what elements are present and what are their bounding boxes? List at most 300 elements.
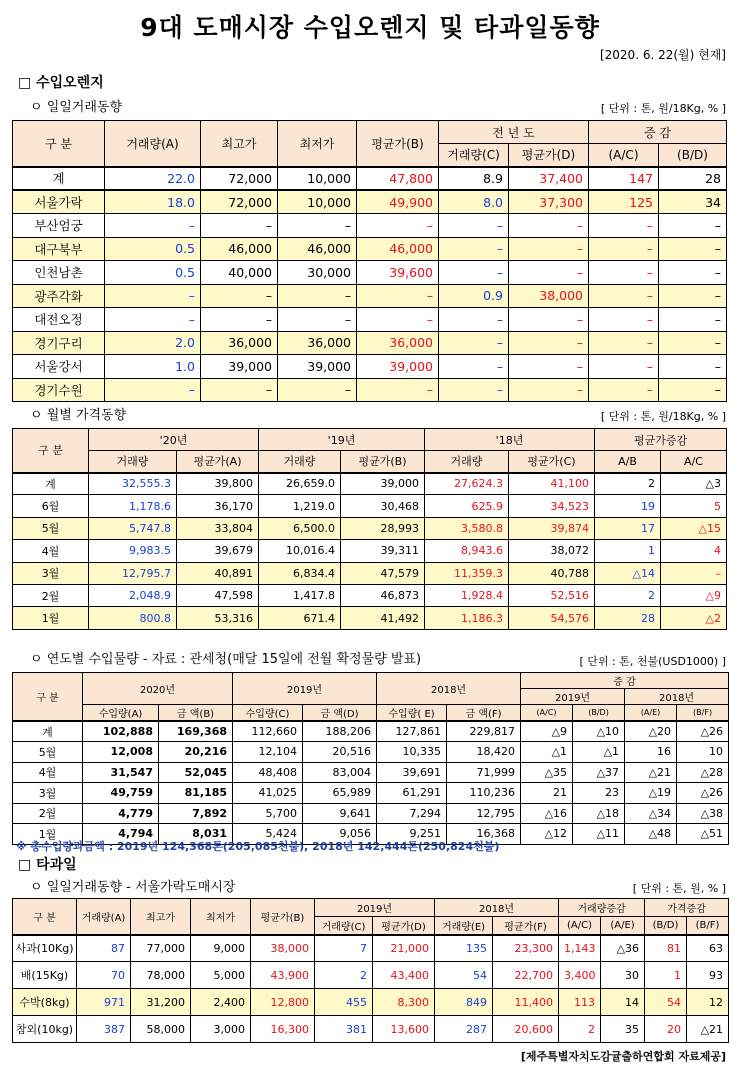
cell-high: – xyxy=(201,284,278,308)
cell-volume: 70 xyxy=(77,962,131,989)
cell-qty-c: 41,025 xyxy=(233,783,303,804)
table-row xyxy=(13,495,727,517)
cell-prev-volume: – xyxy=(439,237,509,261)
cell-ac: – xyxy=(589,261,659,285)
cell-avg-d: 8,300 xyxy=(373,989,435,1016)
cell-amount-f: 229,817 xyxy=(447,721,521,742)
cell-low: 2,400 xyxy=(191,989,251,1016)
row-label: 계 xyxy=(13,473,89,495)
row-label: 수박(8kg) xyxy=(13,989,77,1016)
unit-imports: [ 단위 : 톤, 천불(USD1000) ] xyxy=(579,655,726,668)
cell-volume-c: 2 xyxy=(315,962,373,989)
subheading-monthly: ㅇ 월별 가격동향 xyxy=(30,408,127,423)
cell-amount-f: 110,236 xyxy=(447,783,521,804)
other-fruit-table xyxy=(12,898,729,1043)
cell-ac: △16 xyxy=(521,803,573,824)
cell-avg-2019: 39,311 xyxy=(341,540,425,562)
cell-bd: – xyxy=(659,261,727,285)
cell-bf: 93 xyxy=(687,962,729,989)
subheading-other-daily: ㅇ 일일거래동향 - 서울가락도매시장 xyxy=(30,880,236,895)
unit-monthly: [ 단위 : 톤, 원/18Kg, % ] xyxy=(600,410,726,423)
cell-amount-b: 81,185 xyxy=(159,783,233,804)
row-label: 4월 xyxy=(13,540,89,562)
cell-avg-f: 23,300 xyxy=(493,935,559,962)
cell-qty-c: 48,408 xyxy=(233,762,303,783)
orange-monthly-table xyxy=(12,428,727,630)
row-label: 2월 xyxy=(13,803,83,824)
cell-avg-f: 22,700 xyxy=(493,962,559,989)
cell-qty-e: 61,291 xyxy=(377,783,447,804)
cell-ae: △20 xyxy=(625,721,677,742)
header-2019: 2019년 xyxy=(233,673,377,705)
cell-avg-2019: 41,492 xyxy=(341,607,425,629)
cell-bf: △21 xyxy=(687,1016,729,1043)
cell-ac: △12 xyxy=(521,824,573,845)
cell-high: 77,000 xyxy=(131,935,191,962)
cell-avg-2018: 52,516 xyxy=(509,584,595,606)
cell-volume: 971 xyxy=(77,989,131,1016)
cell-volume: – xyxy=(105,214,201,238)
row-label: 서울가락 xyxy=(13,190,105,214)
cell-prev-volume: – xyxy=(439,331,509,355)
table-row xyxy=(13,584,727,606)
header-gubun: 구 분 xyxy=(13,899,77,935)
cell-volume: 18.0 xyxy=(105,190,201,214)
cell-prev-avg: – xyxy=(509,308,589,332)
cell-ac: △1 xyxy=(521,742,573,763)
cell-ac: △9 xyxy=(521,721,573,742)
cell-avg-2020: 40,891 xyxy=(177,562,259,584)
row-label: 대구북부 xyxy=(13,237,105,261)
cell-bf: △51 xyxy=(677,824,729,845)
cell-ab: 17 xyxy=(595,517,661,539)
cell-avg-f: 20,600 xyxy=(493,1016,559,1043)
cell-high: 58,000 xyxy=(131,1016,191,1043)
header-amount-f: 금 액(F) xyxy=(447,705,521,722)
cell-avg: 16,300 xyxy=(251,1016,315,1043)
cell-low: – xyxy=(278,308,357,332)
header-avg: 평균가(B) xyxy=(251,899,315,935)
table-row xyxy=(13,190,727,214)
cell-prev-avg: – xyxy=(509,237,589,261)
cell-avg: 43,900 xyxy=(251,962,315,989)
cell-volume: – xyxy=(105,378,201,402)
cell-bd: 1 xyxy=(645,962,687,989)
cell-high: – xyxy=(201,308,278,332)
cell-ac: 5 xyxy=(661,495,727,517)
cell-volume-2020: 1,178.6 xyxy=(89,495,177,517)
table-row xyxy=(13,935,729,962)
cell-qty-a: 4,794 xyxy=(83,824,159,845)
cell-bd: 28 xyxy=(659,167,727,191)
cell-bd: 34 xyxy=(659,190,727,214)
cell-prev-volume: – xyxy=(439,355,509,379)
cell-ab: 1 xyxy=(595,540,661,562)
cell-qty-a: 31,547 xyxy=(83,762,159,783)
cell-bf: 10 xyxy=(677,742,729,763)
cell-high: – xyxy=(201,214,278,238)
header-high: 최고가 xyxy=(201,121,278,167)
cell-volume-2020: 5,747.8 xyxy=(89,517,177,539)
header-volume-2018: 거래량 xyxy=(425,451,509,473)
header-gubun: 구 분 xyxy=(13,429,89,473)
table-row xyxy=(13,261,727,285)
cell-bd: 81 xyxy=(645,935,687,962)
header-low: 최저가 xyxy=(191,899,251,935)
cell-volume: 87 xyxy=(77,935,131,962)
cell-amount-b: 169,368 xyxy=(159,721,233,742)
cell-high: 72,000 xyxy=(201,167,278,191)
cell-ae: 30 xyxy=(601,962,645,989)
cell-amount-f: 12,795 xyxy=(447,803,521,824)
cell-low: 3,000 xyxy=(191,1016,251,1043)
cell-volume-2020: 800.8 xyxy=(89,607,177,629)
cell-bd: – xyxy=(659,308,727,332)
table-row xyxy=(13,721,729,742)
cell-avg-2020: 39,679 xyxy=(177,540,259,562)
cell-prev-avg: – xyxy=(509,331,589,355)
cell-bd: 23 xyxy=(573,783,625,804)
header-bd: (B/D) xyxy=(573,705,625,722)
cell-bf: △26 xyxy=(677,721,729,742)
cell-volume: – xyxy=(105,308,201,332)
table-row xyxy=(13,742,729,763)
cell-ac: – xyxy=(589,214,659,238)
row-label: 1월 xyxy=(13,607,89,629)
cell-avg-d: 13,600 xyxy=(373,1016,435,1043)
cell-ac: – xyxy=(589,308,659,332)
cell-avg-2020: 39,800 xyxy=(177,473,259,495)
cell-ab: 28 xyxy=(595,607,661,629)
header-high: 최고가 xyxy=(131,899,191,935)
cell-ac: – xyxy=(661,562,727,584)
cell-avg-2019: 39,000 xyxy=(341,473,425,495)
cell-high: 78,000 xyxy=(131,962,191,989)
cell-avg-2019: 46,873 xyxy=(341,584,425,606)
table-row xyxy=(13,607,727,629)
cell-avg: 39,000 xyxy=(357,355,439,379)
header-volume: 거래량(A) xyxy=(105,121,201,167)
cell-low: – xyxy=(278,214,357,238)
cell-amount-f: 18,420 xyxy=(447,742,521,763)
cell-avg: 49,900 xyxy=(357,190,439,214)
header-2019: 2019년 xyxy=(315,899,435,917)
cell-ab: △14 xyxy=(595,562,661,584)
cell-avg: 38,000 xyxy=(251,935,315,962)
header-qty-a: 수입량(A) xyxy=(83,705,159,722)
cell-low: – xyxy=(278,284,357,308)
cell-amount-b: 7,892 xyxy=(159,803,233,824)
cell-volume-2018: 11,359.3 xyxy=(425,562,509,584)
cell-ac: 21 xyxy=(521,783,573,804)
row-label: 광주각화 xyxy=(13,284,105,308)
cell-avg-2020: 36,170 xyxy=(177,495,259,517)
cell-volume-2019: 6,500.0 xyxy=(259,517,341,539)
header-bf: (B/F) xyxy=(687,917,729,935)
table-row xyxy=(13,308,727,332)
row-label: 서울강서 xyxy=(13,355,105,379)
cell-ac: – xyxy=(589,378,659,402)
cell-bd: 54 xyxy=(645,989,687,1016)
cell-ac: △9 xyxy=(661,584,727,606)
cell-prev-avg: – xyxy=(509,378,589,402)
row-label: 계 xyxy=(13,167,105,191)
cell-ac: – xyxy=(589,355,659,379)
cell-ac: 4 xyxy=(661,540,727,562)
header-bf: (B/F) xyxy=(677,705,729,722)
cell-volume-2018: 27,624.3 xyxy=(425,473,509,495)
cell-low: 10,000 xyxy=(278,190,357,214)
cell-volume-2018: 625.9 xyxy=(425,495,509,517)
cell-low: 36,000 xyxy=(278,331,357,355)
table-row xyxy=(13,284,727,308)
cell-prev-avg: 38,000 xyxy=(509,284,589,308)
cell-volume-e: 287 xyxy=(435,1016,493,1043)
cell-prev-volume: – xyxy=(439,261,509,285)
cell-amount-d: 9,056 xyxy=(303,824,377,845)
header-prev-avg: 평균가(D) xyxy=(509,144,589,167)
cell-bd: – xyxy=(659,378,727,402)
cell-prev-avg: 37,300 xyxy=(509,190,589,214)
cell-high: 46,000 xyxy=(201,237,278,261)
cell-low: 39,000 xyxy=(278,355,357,379)
cell-volume: – xyxy=(105,284,201,308)
cell-prev-avg: – xyxy=(509,355,589,379)
cell-bd: △18 xyxy=(573,803,625,824)
imports-footnote: ※ 총수입량과금액 : 2019년 124,368톤(205,085천불), 2018년 142,444톤(250,824천불) xyxy=(16,840,500,853)
cell-avg: – xyxy=(357,284,439,308)
cell-ae: △21 xyxy=(625,762,677,783)
cell-avg-2019: 47,579 xyxy=(341,562,425,584)
table-row xyxy=(13,167,727,191)
cell-ac: 147 xyxy=(589,167,659,191)
cell-ae: 16 xyxy=(625,742,677,763)
page-title: 9대 도매시장 수입오렌지 및 타과일동향 xyxy=(140,13,600,42)
header-prev-volume: 거래량(C) xyxy=(439,144,509,167)
cell-volume-c: 455 xyxy=(315,989,373,1016)
cell-volume: 0.5 xyxy=(105,237,201,261)
cell-prev-volume: – xyxy=(439,308,509,332)
cell-high: 31,200 xyxy=(131,989,191,1016)
header-avg-f: 평균가(F) xyxy=(493,917,559,935)
cell-ae: △36 xyxy=(601,935,645,962)
cell-avg-2018: 41,100 xyxy=(509,473,595,495)
cell-volume-c: 381 xyxy=(315,1016,373,1043)
header-volume-2019: 거래량 xyxy=(259,451,341,473)
unit-daily: [ 단위 : 톤, 원/18Kg, % ] xyxy=(600,102,726,115)
header-avg-b: 평균가(B) xyxy=(341,451,425,473)
cell-amount-d: 20,516 xyxy=(303,742,377,763)
cell-avg: 46,000 xyxy=(357,237,439,261)
header-ae: (A/E) xyxy=(601,917,645,935)
header-bd: (B/D) xyxy=(645,917,687,935)
table-row xyxy=(13,517,727,539)
cell-volume: 2.0 xyxy=(105,331,201,355)
table-row xyxy=(13,562,727,584)
cell-volume-2019: 10,016.4 xyxy=(259,540,341,562)
cell-ac: 2 xyxy=(559,1016,601,1043)
cell-avg-d: 43,400 xyxy=(373,962,435,989)
cell-volume-2020: 12,795.7 xyxy=(89,562,177,584)
row-label: 6월 xyxy=(13,495,89,517)
cell-high: – xyxy=(201,378,278,402)
cell-qty-e: 127,861 xyxy=(377,721,447,742)
header-change-2018: 2018년 xyxy=(625,689,729,705)
table-row xyxy=(13,803,729,824)
cell-high: 72,000 xyxy=(201,190,278,214)
cell-qty-e: 39,691 xyxy=(377,762,447,783)
header-2018: 2018년 xyxy=(377,673,521,705)
cell-amount-b: 52,045 xyxy=(159,762,233,783)
cell-avg-2018: 39,874 xyxy=(509,517,595,539)
cell-ab: 2 xyxy=(595,473,661,495)
cell-qty-c: 5,700 xyxy=(233,803,303,824)
cell-ac: 125 xyxy=(589,190,659,214)
row-label: 2월 xyxy=(13,584,89,606)
table-row xyxy=(13,962,729,989)
cell-avg-2018: 34,523 xyxy=(509,495,595,517)
cell-amount-f: 16,368 xyxy=(447,824,521,845)
cell-bd: △11 xyxy=(573,824,625,845)
row-label: 5월 xyxy=(13,517,89,539)
header-ae: (A/E) xyxy=(625,705,677,722)
header-price-change: 가격증감 xyxy=(645,899,729,917)
header-avg: 평균가(B) xyxy=(357,121,439,167)
cell-volume-2020: 2,048.9 xyxy=(89,584,177,606)
cell-avg-2019: 28,993 xyxy=(341,517,425,539)
cell-ab: 2 xyxy=(595,584,661,606)
header-qty-c: 수입량(C) xyxy=(233,705,303,722)
cell-amount-f: 71,999 xyxy=(447,762,521,783)
cell-ac: △15 xyxy=(661,517,727,539)
cell-qty-a: 12,008 xyxy=(83,742,159,763)
table-row xyxy=(13,237,727,261)
row-label: 4월 xyxy=(13,762,83,783)
cell-ac: △35 xyxy=(521,762,573,783)
header-amount-d: 금 액(D) xyxy=(303,705,377,722)
header-qty-e: 수입량( E) xyxy=(377,705,447,722)
cell-ac: △2 xyxy=(661,607,727,629)
cell-ae: △19 xyxy=(625,783,677,804)
table-row xyxy=(13,1016,729,1043)
cell-amount-d: 83,004 xyxy=(303,762,377,783)
cell-volume-2019: 1,219.0 xyxy=(259,495,341,517)
cell-avg-2020: 53,316 xyxy=(177,607,259,629)
cell-low: 9,000 xyxy=(191,935,251,962)
cell-avg-2018: 38,072 xyxy=(509,540,595,562)
header-low: 최저가 xyxy=(278,121,357,167)
table-row xyxy=(13,473,727,495)
cell-qty-c: 5,424 xyxy=(233,824,303,845)
table-row xyxy=(13,331,727,355)
cell-qty-c: 12,104 xyxy=(233,742,303,763)
cell-ae: 14 xyxy=(601,989,645,1016)
header-volume-e: 거래량(E) xyxy=(435,917,493,935)
cell-qty-c: 112,660 xyxy=(233,721,303,742)
header-prev-year: 전 년 도 xyxy=(439,121,589,144)
cell-prev-avg: – xyxy=(509,261,589,285)
cell-amount-d: 188,206 xyxy=(303,721,377,742)
row-label: 3월 xyxy=(13,562,89,584)
row-label: 부산엄궁 xyxy=(13,214,105,238)
cell-bf: 12 xyxy=(687,989,729,1016)
cell-amount-b: 20,216 xyxy=(159,742,233,763)
cell-avg: – xyxy=(357,378,439,402)
cell-volume: 387 xyxy=(77,1016,131,1043)
cell-volume-2020: 9,983.5 xyxy=(89,540,177,562)
cell-qty-a: 102,888 xyxy=(83,721,159,742)
cell-avg: 12,800 xyxy=(251,989,315,1016)
cell-bf: 63 xyxy=(687,935,729,962)
row-label: 대전오정 xyxy=(13,308,105,332)
table-row xyxy=(13,378,727,402)
cell-prev-volume: – xyxy=(439,214,509,238)
header-volume: 거래량(A) xyxy=(77,899,131,935)
cell-bd: – xyxy=(659,284,727,308)
table-row xyxy=(13,989,729,1016)
data-source: [제주특별자치도감귤출하연합회 자료제공] xyxy=(520,1050,726,1063)
report-date: [2020. 6. 22(월) 현재] xyxy=(599,48,726,62)
header-avg-c: 평균가(C) xyxy=(509,451,595,473)
cell-bd: 20 xyxy=(645,1016,687,1043)
cell-ac: 113 xyxy=(559,989,601,1016)
cell-qty-a: 4,779 xyxy=(83,803,159,824)
cell-ae: 35 xyxy=(601,1016,645,1043)
header-2019: '19년 xyxy=(259,429,425,451)
cell-bd: – xyxy=(659,331,727,355)
table-row xyxy=(13,540,727,562)
table-row xyxy=(13,762,729,783)
cell-volume-2019: 26,659.0 xyxy=(259,473,341,495)
cell-prev-volume: 8.9 xyxy=(439,167,509,191)
cell-volume-e: 135 xyxy=(435,935,493,962)
orange-daily-table xyxy=(12,120,727,402)
cell-avg-d: 21,000 xyxy=(373,935,435,962)
cell-avg: 36,000 xyxy=(357,331,439,355)
cell-amount-d: 65,989 xyxy=(303,783,377,804)
header-gubun: 구 분 xyxy=(13,673,83,722)
cell-ae: △48 xyxy=(625,824,677,845)
header-ac: A/C xyxy=(661,451,727,473)
header-avg-a: 평균가(A) xyxy=(177,451,259,473)
cell-avg-2020: 33,804 xyxy=(177,517,259,539)
header-change: 증 감 xyxy=(589,121,727,144)
cell-avg: 47,800 xyxy=(357,167,439,191)
header-2018: 2018년 xyxy=(435,899,559,917)
cell-prev-avg: 37,400 xyxy=(509,167,589,191)
cell-prev-volume: 8.0 xyxy=(439,190,509,214)
row-label: 경기수원 xyxy=(13,378,105,402)
cell-low: 5,000 xyxy=(191,962,251,989)
cell-volume-2019: 671.4 xyxy=(259,607,341,629)
cell-ac: – xyxy=(589,284,659,308)
header-volume-c: 거래량(C) xyxy=(315,917,373,935)
unit-other: [ 단위 : 톤, 원, % ] xyxy=(632,882,726,895)
cell-high: 39,000 xyxy=(201,355,278,379)
cell-qty-e: 10,335 xyxy=(377,742,447,763)
header-bd: (B/D) xyxy=(659,144,727,167)
row-label: 경기구리 xyxy=(13,331,105,355)
cell-bf: △38 xyxy=(677,803,729,824)
row-label: 사과(10Kg) xyxy=(13,935,77,962)
row-label: 참외(10kg) xyxy=(13,1016,77,1043)
cell-volume-2019: 6,834.4 xyxy=(259,562,341,584)
cell-volume-2018: 1,928.4 xyxy=(425,584,509,606)
cell-volume-e: 849 xyxy=(435,989,493,1016)
cell-ac: – xyxy=(589,237,659,261)
cell-volume-2020: 32,555.3 xyxy=(89,473,177,495)
cell-avg-2020: 47,598 xyxy=(177,584,259,606)
